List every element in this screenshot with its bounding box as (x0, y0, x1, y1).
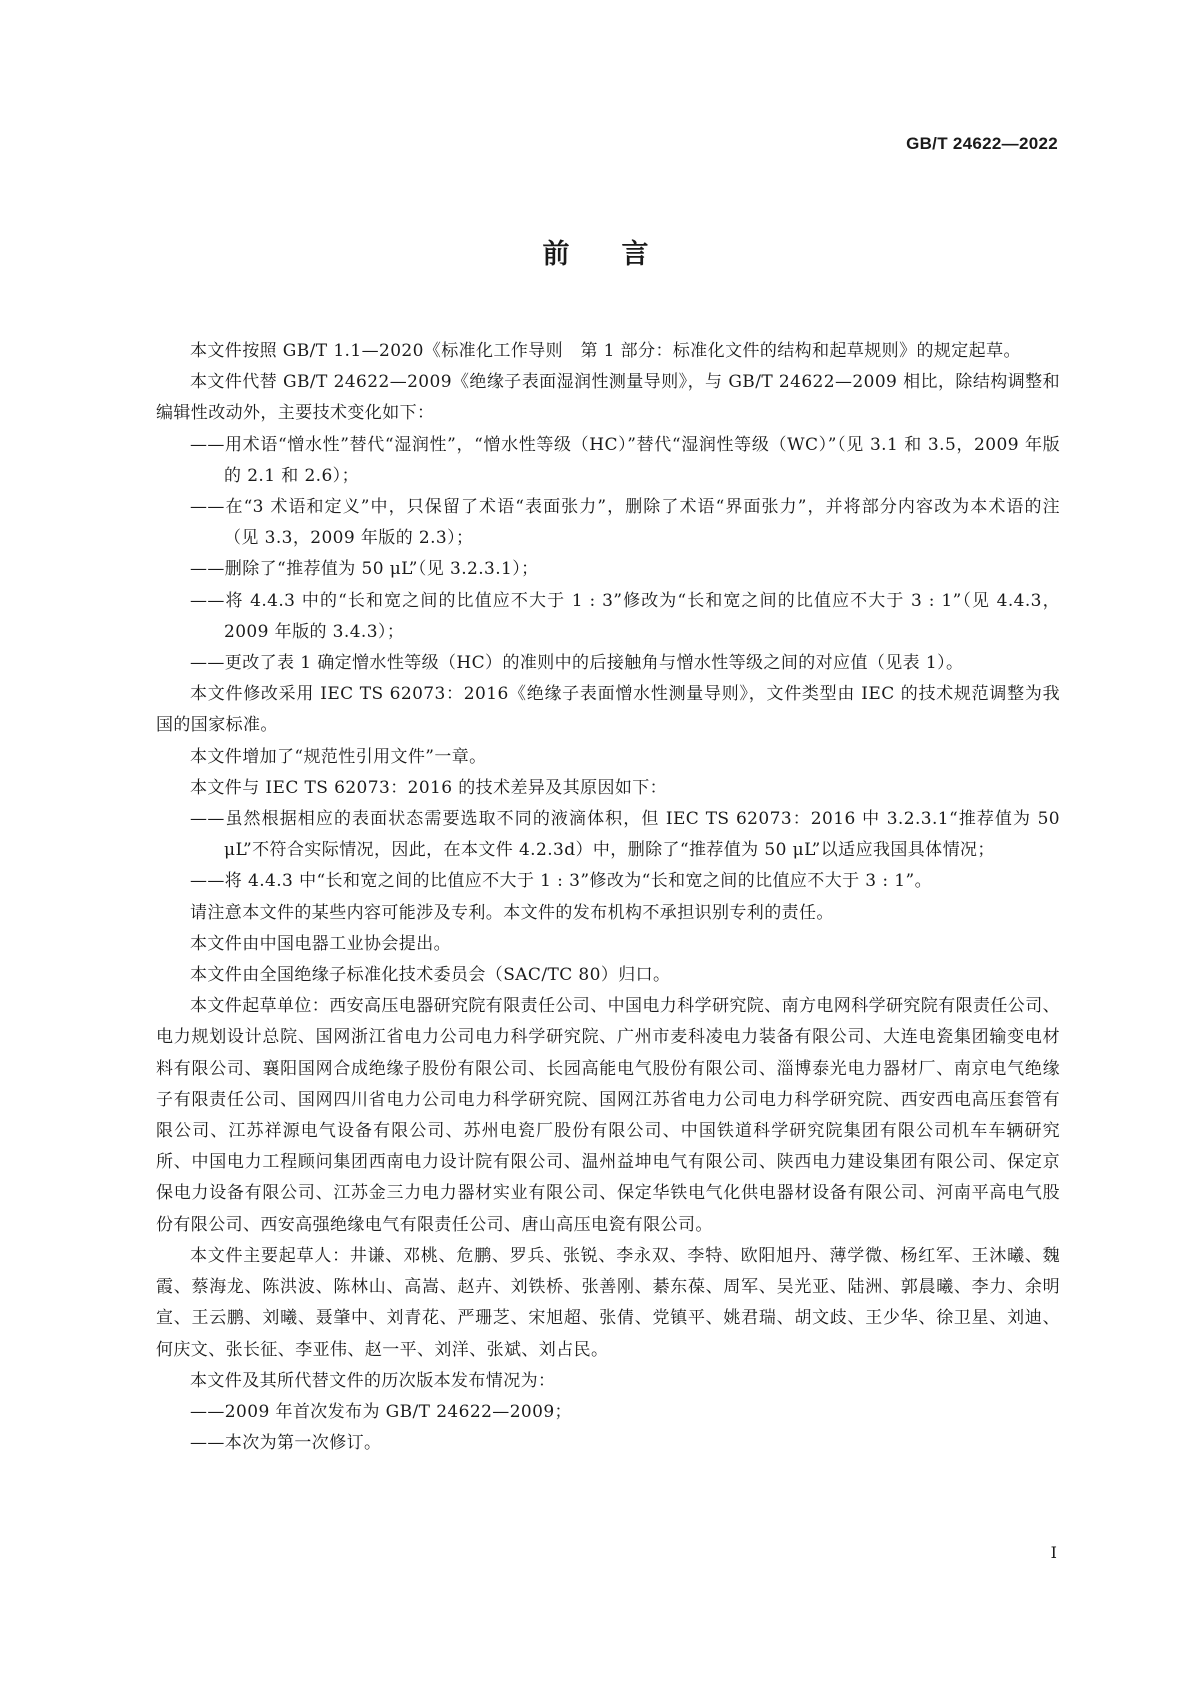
change-item-terms-definitions: ——在“3 术语和定义”中，只保留了术语“表面张力”，删除了术语“界面张力”，并将部分内容改为本术语的注（见 3.3，2009 年版的 2.3）； (190, 497, 1060, 549)
standard-code: GB/T 24622—2022 (906, 134, 1058, 153)
paragraph-proposed-by: 本文件由中国电器工业协会提出。 (190, 933, 451, 954)
paragraph-drafters: 本文件主要起草人：井谦、邓桃、危鹏、罗兵、张锐、李永双、李特、欧阳旭丹、薄学微、杨红军、王沐曦、魏霞、蔡海龙、陈洪波、陈林山、高嵩、赵卉、刘铁桥、张善刚、綦东葆、周军、吴光亚、陆洲、郭晨曦、李力、余明宣、王云鹏、刘曦、聂肇中、刘青花、严珊芝、宋旭超、张倩、党镇平、姚君瑞、胡文歧、王少华、徐卫星、刘迪、何庆文、张长征、李亚伟、赵一平、刘洋、张斌、刘占民。 (156, 1245, 1060, 1360)
paragraph-drafting-organizations: 本文件起草单位：西安高压电器研究院有限责任公司、中国电力科学研究院、南方电网科学研究院有限责任公司、电力规划设计总院、国网浙江省电力公司电力科学研究院、广州市麦科凌电力装备有限公司、大连电瓷集团输变电材料有限公司、襄阳国网合成绝缘子股份有限公司、长园高能电气股份有限公司、淄博泰光电力器材厂、南京电气绝缘子有限责任公司、国网四川省电力公司电力科学研究院、国网江苏省电力公司电力科学研究院、西安西电高压套管有限公司、江苏祥源电气设备有限公司、苏州电瓷厂股份有限公司、中国铁道科学研究院集团有限公司机车车辆研究所、中国电力工程顾问集团西南电力设计院有限公司、温州益坤电气有限公司、陕西电力建设集团有限公司、保定京保电力设备有限公司、江苏金三力电力器材实业有限公司、保定华铁电气化供电器材设备有限公司、河南平高电气股份有限公司、西安高强绝缘电气有限责任公司、唐山高压电瓷有限公司。 (156, 996, 1060, 1235)
paragraph-version-history: 本文件及其所代替文件的历次版本发布情况为： (190, 1370, 556, 1391)
history-item-2009: ——2009 年首次发布为 GB/T 24622—2009； (190, 1401, 572, 1422)
paragraph-technical-differences: 本文件与 IEC TS 62073：2016 的技术差异及其原因如下： (190, 777, 668, 798)
change-item-terminology: ——用术语“憎水性”替代“湿润性”，“憎水性等级（HC）”替代“湿润性等级（WC）”（见 3.1 和 3.5，2009 年版的 2.1 和 2.6）； (190, 434, 1060, 486)
paragraph-patent-notice: 请注意本文件的某些内容可能涉及专利。本文件的发布机构不承担识别专利的责任。 (190, 902, 834, 923)
paragraph-administered-by: 本文件由全国绝缘子标准化技术委员会（SAC/TC 80）归口。 (190, 965, 671, 986)
paragraph-added-chapter: 本文件增加了“规范性引用文件”一章。 (190, 746, 487, 767)
paragraph-replacement: 本文件代替 GB/T 24622—2009《绝缘子表面湿润性测量导则》，与 GB/T 24622—2009 相比，除结构调整和编辑性改动外，主要技术变化如下： (156, 372, 1060, 424)
paragraph-adoption: 本文件修改采用 IEC TS 62073：2016《绝缘子表面憎水性测量导则》，文件类型由 IEC 的技术规范调整为我国的国家标准。 (156, 684, 1060, 736)
history-item-first-revision: ——本次为第一次修订。 (190, 1433, 382, 1454)
page-number: I (1050, 1543, 1057, 1562)
change-item-ratio: ——将 4.4.3 中的“长和宽之间的比值应不大于 1 : 3”修改为“长和宽之间的比值应不大于 3 : 1”（见 4.4.3，2009 年版的 3.4.3）； (190, 590, 1060, 642)
difference-item-droplet-volume: ——虽然根据相应的表面状态需要选取不同的液滴体积，但 IEC TS 62073：2016 中 3.2.3.1“推荐值为 50 μL”不符合实际情况，因此，在本文件 4.2.3d）中，删除了“推荐值为 50 μL”以适应我国具体情况； (190, 809, 1060, 861)
change-item-deleted-recommended-value: ——删除了“推荐值为 50 μL”（见 3.2.3.1）； (190, 559, 539, 580)
page-title: 前言 (542, 239, 701, 270)
foreword-body (156, 336, 1060, 1459)
difference-item-ratio: ——将 4.4.3 中“长和宽之间的比值应不大于 1 : 3”修改为“长和宽之间的比值应不大于 3 : 1”。 (190, 871, 932, 892)
paragraph-drafting-rules: 本文件按照 GB/T 1.1—2020《标准化工作导则 第 1 部分：标准化文件的结构和起草规则》的规定起草。 (190, 341, 1021, 361)
change-item-table-1: ——更改了表 1 确定憎水性等级（HC）的准则中的后接触角与憎水性等级之间的对应值（见表 1）。 (190, 653, 964, 674)
